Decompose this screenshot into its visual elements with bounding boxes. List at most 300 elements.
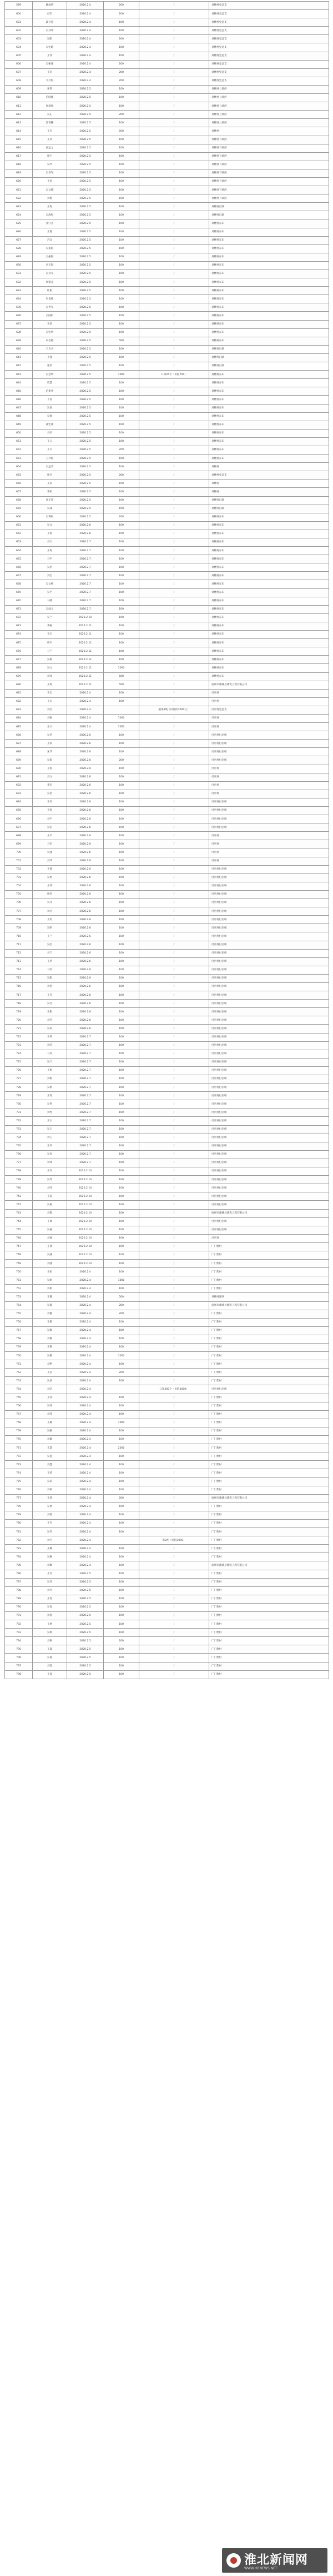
donor-affiliation-cell: 付店村付店组: [209, 924, 329, 932]
cash-amount-cell: 100: [104, 437, 139, 446]
row-number-cell: 651: [5, 437, 33, 446]
donation-date-cell: 2020.2.5: [67, 85, 104, 93]
donation-date-cell: 2020.2.5: [67, 119, 104, 127]
donor-name-cell: 王平: [33, 832, 67, 840]
donor-name-cell: 刘琴: [33, 1184, 67, 1192]
donor-affiliation-cell: 广门集村: [209, 1519, 329, 1527]
table-row: [5, 85, 329, 93]
in-kind-donation-cell: /: [139, 1645, 209, 1654]
table-row: [5, 639, 329, 647]
donor-affiliation-cell: 付店村付店组: [209, 1050, 329, 1058]
donor-affiliation-cell: 广门集村: [209, 1352, 329, 1360]
row-number-cell: 615: [5, 136, 33, 144]
in-kind-donation-cell: /: [139, 982, 209, 991]
donation-date-cell: 2020.2.5: [67, 1637, 104, 1645]
donor-name-cell: 刘杰: [33, 706, 67, 714]
cash-amount-cell: 100: [104, 253, 139, 261]
table-row: [5, 957, 329, 966]
row-number-cell: 740: [5, 1184, 33, 1192]
cash-amount-cell: 100: [104, 1318, 139, 1326]
donor-affiliation-cell: 广门集村: [209, 1410, 329, 1419]
in-kind-donation-cell: /: [139, 177, 209, 186]
donor-affiliation-cell: 刘楼村东田: [209, 588, 329, 597]
donor-affiliation-cell: 付店村付店组: [209, 1041, 329, 1050]
donation-date-cell: 2020.2.4: [67, 68, 104, 77]
in-kind-donation-cell: /: [139, 907, 209, 916]
donor-name-cell: 吴其珍: [33, 27, 67, 35]
donation-date-cell: 2020.2.5: [67, 236, 104, 244]
donation-date-cell: 2020.2.10: [67, 1192, 104, 1201]
donor-affiliation-cell: 刘楼村东田: [209, 547, 329, 555]
donation-date-cell: 2020.2.5: [67, 278, 104, 287]
donor-name-cell: 王国: [33, 177, 67, 186]
row-number-cell: 702: [5, 865, 33, 873]
in-kind-donation-cell: /: [139, 379, 209, 387]
table-row: [5, 480, 329, 488]
donation-date-cell: 2020.2.6: [67, 731, 104, 740]
donation-date-cell: 2020.2.5: [67, 328, 104, 337]
in-kind-donation-cell: /: [139, 18, 209, 27]
cash-amount-cell: 200: [104, 1369, 139, 1377]
in-kind-donation-cell: /: [139, 563, 209, 572]
donation-date-cell: 2020.2.5: [67, 1595, 104, 1603]
table-row: [5, 94, 329, 102]
donor-name-cell: 吴凤: [33, 1150, 67, 1159]
in-kind-donation-cell: /: [139, 538, 209, 547]
donor-name-cell: 王全: [33, 631, 67, 639]
donor-name-cell: 吴宏明: [33, 328, 67, 337]
donor-name-cell: 刘琳: [33, 1561, 67, 1570]
cash-amount-cell: 100: [104, 1586, 139, 1595]
table-row: [5, 765, 329, 773]
row-number-cell: 713: [5, 957, 33, 966]
cash-amount-cell: 100: [104, 1654, 139, 1662]
row-number-cell: 645: [5, 387, 33, 396]
row-number-cell: 704: [5, 882, 33, 890]
in-kind-donation-cell: /: [139, 1452, 209, 1461]
donation-date-cell: 2020.2.5: [67, 261, 104, 269]
cash-amount-cell: 100: [104, 1360, 139, 1369]
donor-name-cell: 吴夏: [33, 1654, 67, 1662]
donor-affiliation-cell: 刘楼村沿湖: [209, 362, 329, 371]
in-kind-donation-cell: /: [139, 295, 209, 303]
table-row: [5, 714, 329, 722]
in-kind-donation-cell: /: [139, 1125, 209, 1134]
donor-affiliation-cell: 刘楼村沿湖: [209, 505, 329, 513]
row-number-cell: 773: [5, 1461, 33, 1469]
row-number-cell: 758: [5, 1335, 33, 1343]
in-kind-donation-cell: /: [139, 328, 209, 337]
table-row: [5, 219, 329, 228]
table-row: [5, 1142, 329, 1150]
row-number-cell: 723: [5, 1041, 33, 1050]
table-row: [5, 1369, 329, 1377]
table-row: [5, 1150, 329, 1159]
row-number-cell: 694: [5, 798, 33, 806]
in-kind-donation-cell: /: [139, 1352, 209, 1360]
donation-date-cell: 2020.2.6: [67, 740, 104, 748]
table-row: [5, 890, 329, 898]
cash-amount-cell: 100: [104, 1242, 139, 1251]
table-row: [5, 203, 329, 211]
donor-affiliation-cell: 刘楼村沿湖: [209, 345, 329, 353]
donor-name-cell: 马兰: [33, 647, 67, 656]
row-number-cell: 744: [5, 1217, 33, 1226]
in-kind-donation-cell: /: [139, 631, 209, 639]
cash-amount-cell: 100: [104, 244, 139, 253]
cash-amount-cell: 100: [104, 1084, 139, 1092]
donation-date-cell: 2020.2.5: [67, 1670, 104, 1679]
donor-affiliation-cell: 付店村付店组: [209, 1184, 329, 1192]
cash-amount-cell: 100: [104, 186, 139, 194]
table-row: [5, 1008, 329, 1016]
donor-name-cell: 刘莉: [33, 1486, 67, 1494]
in-kind-donation-cell: /: [139, 697, 209, 706]
cash-amount-cell: 100: [104, 505, 139, 513]
in-kind-donation-cell: /: [139, 35, 209, 43]
donor-affiliation-cell: 刘楼村东田: [209, 622, 329, 630]
in-kind-donation-cell: /: [139, 68, 209, 77]
cash-amount-cell: 100: [104, 1167, 139, 1176]
donor-affiliation-cell: 广门集村: [209, 1570, 329, 1578]
table-row: [5, 832, 329, 840]
cash-amount-cell: 100: [104, 1645, 139, 1654]
cash-amount-cell: 100: [104, 949, 139, 957]
donor-name-cell: 李家: [33, 488, 67, 496]
donor-name-cell: 吴振银: [33, 244, 67, 253]
donation-date-cell: 2020.2.4: [67, 697, 104, 706]
donor-name-cell: 周兵: [33, 471, 67, 480]
table-row: [5, 111, 329, 119]
donor-affiliation-cell: 刘楼村下湖西: [209, 152, 329, 161]
donor-affiliation-cell: 付店村付店组: [209, 1033, 329, 1041]
donor-name-cell: 周翠珍: [33, 102, 67, 111]
table-row: [5, 1176, 329, 1184]
donor-name-cell: 范振华: [33, 387, 67, 396]
cash-amount-cell: 100: [104, 1377, 139, 1385]
cash-amount-cell: 100: [104, 1595, 139, 1603]
donor-name-cell: 吴丽: [33, 1226, 67, 1234]
donor-affiliation-cell: 刘楼村东田: [209, 437, 329, 446]
cash-amount-cell: 100: [104, 194, 139, 203]
row-number-cell: 693: [5, 790, 33, 798]
in-kind-donation-cell: /: [139, 1066, 209, 1075]
in-kind-donation-cell: /: [139, 1344, 209, 1352]
cash-amount-cell: 100: [104, 530, 139, 538]
cash-amount-cell: 100: [104, 1192, 139, 1201]
donation-date-cell: 2020.2.10: [67, 1209, 104, 1217]
donor-affiliation-cell: 付店村付店组: [209, 756, 329, 765]
cash-amount-cell: 100: [104, 345, 139, 353]
table-row: [5, 1377, 329, 1385]
donor-name-cell: 王秀: [33, 1092, 67, 1100]
in-kind-donation-cell: /: [139, 899, 209, 907]
donor-affiliation-cell: 付店村付店组: [209, 1016, 329, 1025]
news-logo-icon: [226, 2553, 241, 2568]
row-number-cell: 776: [5, 1486, 33, 1494]
cash-amount-cell: 100: [104, 94, 139, 102]
cash-amount-cell: 100: [104, 865, 139, 873]
donor-name-cell: 吴文德: [33, 186, 67, 194]
row-number-cell: 685: [5, 723, 33, 731]
donation-date-cell: 2020.2.4: [67, 1536, 104, 1545]
donor-name-cell: 戴成菊: [33, 2, 67, 10]
cash-amount-cell: 200: [104, 111, 139, 119]
donation-date-cell: 2020.2.5: [67, 505, 104, 513]
cash-amount-cell: 100: [104, 605, 139, 613]
donor-affiliation-cell: 刘楼村东田: [209, 631, 329, 639]
donor-affiliation-cell: 刘楼村东田: [209, 446, 329, 454]
table-row: [5, 1226, 329, 1234]
donor-name-cell: 吴文: [33, 899, 67, 907]
row-number-cell: 726: [5, 1066, 33, 1075]
cash-amount-cell: 100: [104, 924, 139, 932]
donation-date-cell: 2020.2.5: [67, 362, 104, 371]
donation-date-cell: 2020.2.5: [67, 211, 104, 219]
donor-affiliation-cell: 刘楼村党总支: [209, 43, 329, 52]
donor-name-cell: 吴梅: [33, 656, 67, 664]
table-row: [5, 781, 329, 790]
donor-name-cell: 戚兵连: [33, 18, 67, 27]
table-row: [5, 1469, 329, 1477]
row-number-cell: 603: [5, 35, 33, 43]
cash-amount-cell: 200: [104, 2, 139, 10]
table-row: [5, 1092, 329, 1100]
donor-affiliation-cell: 付店村付店组: [209, 1084, 329, 1092]
table-row: [5, 1427, 329, 1435]
cash-amount-cell: 100: [104, 1176, 139, 1184]
in-kind-donation-cell: /: [139, 496, 209, 505]
cash-amount-cell: [104, 1536, 139, 1545]
donor-name-cell: 吴梅: [33, 1084, 67, 1092]
donor-name-cell: 刘芳: [33, 1041, 67, 1050]
cash-amount-cell: 100: [104, 1033, 139, 1041]
in-kind-donation-cell: /: [139, 1519, 209, 1527]
in-kind-donation-cell: /: [139, 236, 209, 244]
donation-date-cell: 2020.2.7: [67, 1033, 104, 1041]
row-number-cell: 647: [5, 404, 33, 412]
in-kind-donation-cell: /: [139, 1629, 209, 1637]
in-kind-donation-cell: /: [139, 471, 209, 480]
table-row: [5, 1545, 329, 1553]
donation-date-cell: 2020.2.10: [67, 1242, 104, 1251]
table-row: [5, 1662, 329, 1670]
cash-amount-cell: 100: [104, 161, 139, 169]
row-number-cell: 677: [5, 656, 33, 664]
in-kind-donation-cell: /: [139, 219, 209, 228]
row-number-cell: 699: [5, 840, 33, 848]
in-kind-donation-cell: /: [139, 840, 209, 848]
donor-affiliation-cell: 刘楼村下湖西: [209, 144, 329, 152]
in-kind-donation-cell: /: [139, 429, 209, 437]
donation-date-cell: 2020.2.10: [67, 1201, 104, 1209]
table-row: [5, 1109, 329, 1117]
row-number-cell: 718: [5, 1000, 33, 1008]
table-row: [5, 1494, 329, 1502]
cash-amount-cell: 100: [104, 748, 139, 756]
donation-date-cell: 2020.2.4: [67, 1486, 104, 1494]
donor-name-cell: 王胜: [33, 228, 67, 236]
in-kind-donation-cell: /: [139, 312, 209, 320]
in-kind-donation-cell: /: [139, 1486, 209, 1494]
in-kind-donation-cell: /: [139, 1469, 209, 1477]
donor-name-cell: 王军: [33, 68, 67, 77]
cash-amount-cell: 200: [104, 1301, 139, 1310]
row-number-cell: 667: [5, 572, 33, 580]
donor-name-cell: 赵军: [33, 10, 67, 18]
cash-amount-cell: 100: [104, 1217, 139, 1226]
table-row: [5, 1335, 329, 1343]
donor-affiliation-cell: 刘楼村党总支: [209, 35, 329, 43]
donor-name-cell: 刘华: [33, 857, 67, 865]
in-kind-donation-cell: /: [139, 437, 209, 446]
donor-name-cell: 吴远其: [33, 463, 67, 471]
table-row: [5, 555, 329, 563]
donor-name-cell: 王强: [33, 353, 67, 362]
donation-date-cell: 2020.2.6: [67, 756, 104, 765]
in-kind-donation-cell: /: [139, 1100, 209, 1109]
table-row: [5, 538, 329, 547]
cash-amount-cell: [104, 706, 139, 714]
in-kind-donation-cell: /: [139, 1670, 209, 1679]
donor-name-cell: 刘金: [33, 982, 67, 991]
cash-amount-cell: 100: [104, 1603, 139, 1611]
in-kind-donation-cell: /: [139, 1360, 209, 1369]
donor-name-cell: 吴芳: [33, 1000, 67, 1008]
donor-affiliation-cell: 广门集村: [209, 1603, 329, 1611]
in-kind-donation-cell: /: [139, 1050, 209, 1058]
donation-date-cell: 2020.2.6: [67, 1025, 104, 1033]
table-row: [5, 404, 329, 412]
row-number-cell: 794: [5, 1637, 33, 1645]
row-number-cell: 741: [5, 1192, 33, 1201]
cash-amount-cell: 100: [104, 1578, 139, 1586]
row-number-cell: 774: [5, 1469, 33, 1477]
donor-affiliation-cell: 刘楼村东田: [209, 303, 329, 312]
row-number-cell: 621: [5, 186, 33, 194]
donor-name-cell: 吴燕: [33, 1251, 67, 1259]
in-kind-donation-cell: /: [139, 597, 209, 605]
donation-date-cell: 2020.2.4: [67, 43, 104, 52]
in-kind-donation-cell: /: [139, 555, 209, 563]
donor-name-cell: 周宇: [33, 152, 67, 161]
in-kind-donation-cell: /: [139, 94, 209, 102]
donation-date-cell: 2020.2.6: [67, 1016, 104, 1025]
donation-date-cell: 2020.2.5: [67, 429, 104, 437]
in-kind-donation-cell: /: [139, 345, 209, 353]
row-number-cell: 732: [5, 1117, 33, 1125]
donor-affiliation-cell: 刘楼村沿湖: [209, 353, 329, 362]
donor-name-cell: 周银花: [33, 278, 67, 287]
table-row: [5, 1025, 329, 1033]
donor-affiliation-cell: 刘楼村沿湖: [209, 203, 329, 211]
table-row: [5, 1502, 329, 1511]
table-row: [5, 1184, 329, 1192]
table-row: [5, 144, 329, 152]
in-kind-donation-cell: /: [139, 1201, 209, 1209]
in-kind-donation-cell: /: [139, 194, 209, 203]
cash-amount-cell: 100: [104, 588, 139, 597]
table-row: [5, 295, 329, 303]
row-number-cell: 764: [5, 1385, 33, 1394]
table-row: [5, 1352, 329, 1360]
donor-affiliation-cell: 付店村付店组: [209, 1142, 329, 1150]
row-number-cell: 646: [5, 396, 33, 404]
donor-affiliation-cell: 广门集村: [209, 1444, 329, 1452]
row-number-cell: 780: [5, 1519, 33, 1527]
in-kind-donation-cell: /: [139, 1444, 209, 1452]
table-row: [5, 723, 329, 731]
row-number-cell: 633: [5, 287, 33, 295]
table-row: [5, 1561, 329, 1570]
donation-table: [4, 1, 329, 1679]
donor-name-cell: 朱金枝: [33, 295, 67, 303]
cash-amount-cell: 100: [104, 429, 139, 437]
cash-amount-cell: 1000: [104, 1352, 139, 1360]
donation-date-cell: 2020.2.10: [67, 1176, 104, 1184]
row-number-cell: 706: [5, 899, 33, 907]
row-number-cell: 786: [5, 1570, 33, 1578]
donor-name-cell: 戚宏锋: [33, 421, 67, 429]
donation-date-cell: 2020.2.4: [67, 1545, 104, 1553]
in-kind-donation-cell: /: [139, 605, 209, 613]
donation-date-cell: 2020.2.5: [67, 1620, 104, 1629]
cash-amount-cell: 100: [104, 982, 139, 991]
donation-date-cell: 2020.2.4: [67, 723, 104, 731]
row-number-cell: 609: [5, 85, 33, 93]
donor-affiliation-cell: 刘楼村党总支: [209, 27, 329, 35]
table-row: [5, 1444, 329, 1452]
donor-affiliation-cell: 广门集村: [209, 1318, 329, 1326]
donation-date-cell: 2020.2.5: [67, 337, 104, 345]
row-number-cell: 643: [5, 371, 33, 379]
donation-date-cell: 2020.2.5: [67, 127, 104, 136]
donor-name-cell: 吴秋: [33, 1629, 67, 1637]
table-row: [5, 463, 329, 471]
donation-date-cell: 2020.2.6: [67, 924, 104, 932]
table-row: [5, 1234, 329, 1242]
cash-amount-cell: 100: [104, 1159, 139, 1167]
cash-amount-cell: 100: [104, 882, 139, 890]
table-row: [5, 437, 329, 446]
in-kind-donation-cell: /: [139, 1075, 209, 1084]
row-number-cell: 639: [5, 337, 33, 345]
table-row: [5, 1209, 329, 1217]
cash-amount-cell: 100: [104, 312, 139, 320]
cash-amount-cell: 100: [104, 991, 139, 1000]
in-kind-donation-cell: /: [139, 1260, 209, 1268]
donation-date-cell: 2020.2.4: [67, 1369, 104, 1377]
table-row: [5, 756, 329, 765]
cash-amount-cell: 1000: [104, 371, 139, 379]
row-number-cell: 753: [5, 1293, 33, 1301]
table-row: [5, 790, 329, 798]
in-kind-donation-cell: /: [139, 1511, 209, 1519]
table-row: [5, 748, 329, 756]
row-number-cell: 719: [5, 1008, 33, 1016]
donor-name-cell: 刘振: [33, 714, 67, 722]
table-row: [5, 345, 329, 353]
row-number-cell: 690: [5, 765, 33, 773]
donor-name-cell: 张贵: [33, 362, 67, 371]
row-number-cell: 733: [5, 1125, 33, 1134]
in-kind-donation-cell: /: [139, 144, 209, 152]
donor-affiliation-cell: 付店村付店组: [209, 1167, 329, 1176]
donation-date-cell: 2020.2.4: [67, 1326, 104, 1335]
in-kind-donation-cell: /: [139, 1662, 209, 1670]
table-row: [5, 1519, 329, 1527]
row-number-cell: 614: [5, 127, 33, 136]
